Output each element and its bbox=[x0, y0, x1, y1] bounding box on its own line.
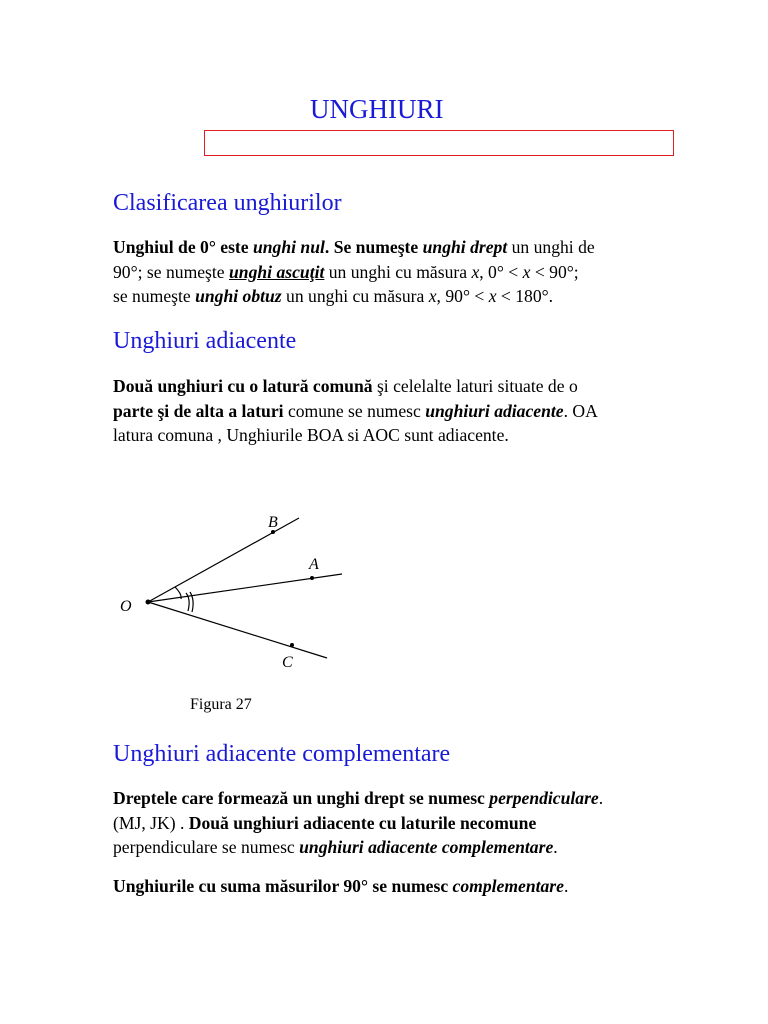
text-run: se numeşte bbox=[113, 286, 196, 306]
text-run: Două unghiuri cu o latură comună bbox=[113, 376, 377, 396]
text-run: < 90°; bbox=[530, 261, 579, 282]
variable-x: x bbox=[471, 261, 480, 282]
text-run: < 180°. bbox=[496, 286, 554, 306]
heading-complementare: Unghiuri adiacente complementare bbox=[113, 741, 451, 767]
paragraph-clasificarea bbox=[113, 235, 673, 309]
text-line bbox=[113, 874, 673, 899]
text-line bbox=[113, 835, 673, 860]
variable-x: x bbox=[428, 286, 437, 306]
text-run: (MJ, JK) . bbox=[113, 812, 189, 833]
text-run: , 0° < bbox=[479, 261, 523, 282]
text-line bbox=[113, 811, 673, 836]
text-line: latura comuna , Unghiurile BOA si AOC sunt adiacente. bbox=[113, 425, 509, 445]
angle-figure bbox=[110, 505, 360, 680]
point-c bbox=[290, 643, 294, 647]
heading-adiacente: Unghiuri adiacente bbox=[113, 328, 297, 354]
term-unghiuri-adiacente: unghiuri adiacente bbox=[425, 400, 564, 421]
label-b: B bbox=[268, 514, 278, 531]
text-line bbox=[113, 260, 673, 285]
variable-x: x bbox=[522, 261, 531, 282]
text-line bbox=[113, 374, 673, 399]
text-run: Două unghiuri adiacente cu laturile necomune bbox=[188, 812, 537, 833]
term-unghi-obtuz: unghi obtuz bbox=[195, 286, 282, 306]
paragraph-suma bbox=[113, 874, 673, 899]
text-run: . bbox=[553, 837, 558, 857]
text-run: . bbox=[563, 876, 569, 896]
text-line bbox=[113, 786, 673, 811]
term-unghi-ascutit: unghi ascuţit bbox=[229, 261, 325, 282]
label-c: C bbox=[282, 654, 293, 671]
page-title: UNGHIURI bbox=[310, 94, 444, 124]
text-line bbox=[113, 399, 673, 424]
term-perpendiculare: perpendiculare bbox=[489, 788, 599, 808]
text-run: Unghiul de 0° este bbox=[113, 237, 253, 257]
text-run: parte şi de alta a laturi bbox=[113, 400, 284, 421]
figure-caption: Figura 27 bbox=[190, 696, 252, 713]
point-a bbox=[310, 576, 314, 580]
text-run: 90°; se numeşte bbox=[113, 261, 230, 282]
text-run: . bbox=[598, 788, 604, 808]
text-run: Dreptele care formează un unghi drept se numesc bbox=[113, 788, 490, 808]
text-run: . Se numeşte bbox=[324, 237, 423, 257]
text-run: un unghi cu măsura bbox=[324, 261, 472, 282]
text-run: . OA bbox=[563, 400, 598, 421]
paragraph-adiacente bbox=[113, 374, 673, 448]
text-line bbox=[113, 284, 673, 309]
term-unghi-nul: unghi nul bbox=[252, 237, 325, 257]
text-run: şi celelalte laturi situate de o bbox=[376, 376, 578, 396]
text-run: Unghiurile cu suma măsurilor 90° se numesc bbox=[113, 876, 453, 896]
text-run: perpendiculare se numesc bbox=[113, 837, 300, 857]
text-run: comune se numesc bbox=[283, 400, 426, 421]
variable-x: x bbox=[488, 286, 497, 306]
term-complementare: complementare bbox=[452, 876, 564, 896]
text-run: un unghi de bbox=[507, 237, 595, 257]
label-a: A bbox=[309, 556, 319, 573]
term-unghiuri-adiacente-complementare: unghiuri adiacente complementare bbox=[299, 837, 554, 857]
title-input-box bbox=[204, 130, 674, 156]
point-o bbox=[146, 600, 151, 605]
term-unghi-drept: unghi drept bbox=[422, 237, 508, 257]
text-run: un unghi cu măsura bbox=[281, 286, 429, 306]
label-o: O bbox=[120, 598, 132, 615]
paragraph-complementare bbox=[113, 786, 673, 860]
text-run: , 90° < bbox=[436, 286, 489, 306]
text-line bbox=[113, 235, 673, 260]
ray-oc bbox=[148, 602, 327, 658]
heading-clasificarea: Clasificarea unghiurilor bbox=[113, 190, 342, 216]
